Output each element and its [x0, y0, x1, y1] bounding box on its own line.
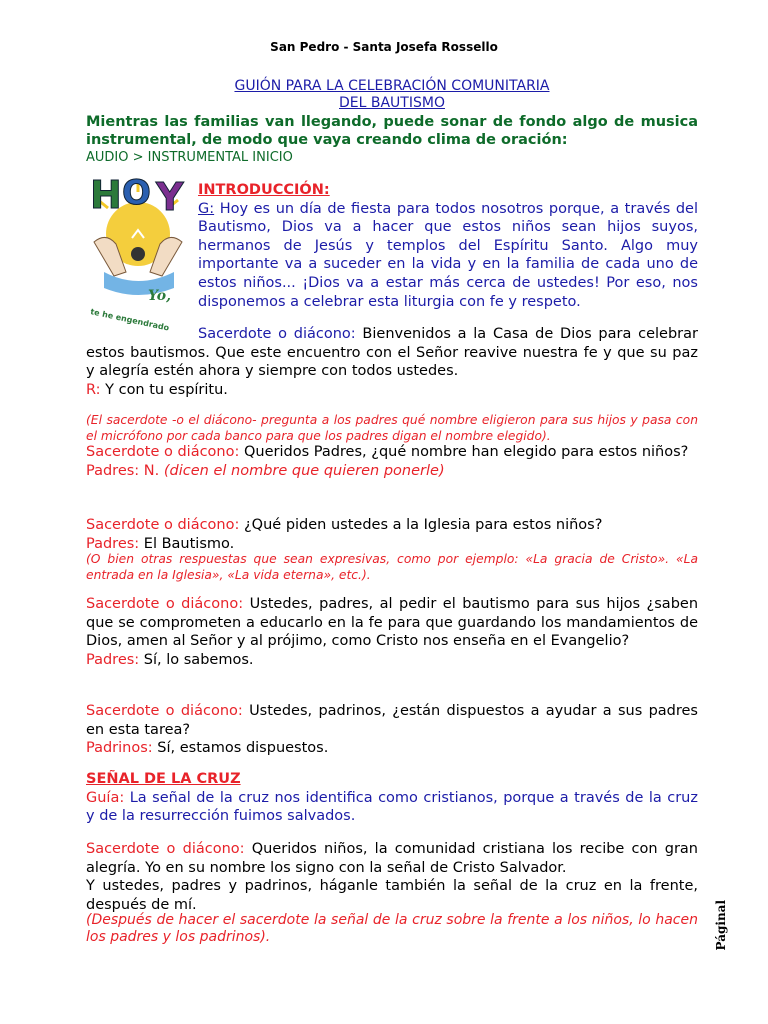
introduction-section [198, 181, 698, 311]
paragraph-text: Queridos Padres, ¿qué nombre han elegido para estos niños? [239, 444, 689, 460]
speaker-label: Sacerdote o diácono: [86, 841, 245, 857]
instruction-note-names: (El sacerdote -o el diácono- pregunta a los padres qué nombre eligieron para sus hijos y pasa con el micrófono por cada banco para que los padres digan el nombre elegido). [86, 413, 698, 443]
paragraph-text: ¿Qué piden ustedes a la Iglesia para estos niños? [239, 517, 603, 533]
response-text: Y con tu espíritu. [100, 381, 228, 398]
svg-text:H: H [90, 173, 122, 217]
intro-speaker: G: [198, 200, 215, 217]
audio-cue: AUDIO > INSTRUMENTAL INICIO [86, 150, 293, 165]
svg-text:Yo,: Yo, [148, 288, 171, 304]
response-note: (dicen el nombre que quieren ponerle) [163, 462, 445, 479]
request-question-paragraph [86, 516, 698, 553]
speaker-label: Sacerdote o diácono: [198, 326, 356, 342]
sign-of-cross-section [86, 770, 698, 826]
response-label: Padres: [86, 535, 140, 552]
hoy-logo-image [86, 172, 194, 333]
svg-text:Y: Y [156, 175, 184, 219]
response-text: El Bautismo. [139, 535, 235, 552]
paragraph-text: Queridos niños, la comunidad cristiana los recibe con gran alegría. Yo en su nombre los signo con la señal de Cristo Salvador. [86, 841, 698, 876]
introduction-heading: INTRODUCCIÓN: [198, 182, 330, 198]
page-number-label: Páginal [714, 900, 728, 951]
paragraph-text: La señal de la cruz nos identifica como cristianos, porque a través de la cruz y de la resurrección fuimos salvados. [86, 789, 698, 825]
names-question-paragraph [86, 443, 698, 480]
sign-of-cross-heading: SEÑAL DE LA CRUZ [86, 771, 241, 787]
response-label: Padrinos: [86, 740, 153, 757]
response-label: Padres: [86, 462, 140, 479]
response-text: Sí, lo sabemos. [139, 651, 254, 668]
paragraph-text: Bienvenidos a la Casa de Dios para celebrar estos bautismos. Que este encuentro con el Señor reavive nuestra fe y que su paz y alegría estén ahora y siempre con todos ustedes. [86, 326, 698, 380]
response-text: Sí, estamos dispuestos. [152, 740, 329, 757]
speaker-label: Sacerdote o diácono: [86, 444, 240, 460]
paragraph-text-continued: Y ustedes, padres y padrinos, háganle también la señal de la cruz en la frente, después de mí. [86, 878, 698, 913]
speaker-label: Sacerdote o diácono: [86, 703, 243, 719]
paragraph-text: Ustedes, padrinos, ¿están dispuestos a ayudar a sus padres en esta tarea? [86, 703, 698, 738]
speaker-label: Guía: [86, 789, 125, 806]
opening-instruction-text: Mientras las familias van llegando, puede sonar de fondo algo de musica instrumental, de modo que vaya creando clima de oración: [86, 114, 698, 148]
title-line-2: DEL BAUTISMO [339, 95, 445, 111]
intro-text: Hoy es un día de fiesta para todos nosotros porque, a través del Bautismo, Dios va a hacer que estos niños sean hijos suyos, hermanos de Jesús y templos del Espíritu Santo. Algo muy importante va a suceder en la vida y en la familia de cada uno de estos niños... ¡Dios va a estar más cerca de ustedes! Por eso, nos disponemos a celebrar esta liturgia con fe y respeto. [198, 200, 698, 310]
paragraph-text: Ustedes, padres, al pedir el bautismo para sus hijos ¿saben que se comprometen a educarlo en la fe para que guardando los mandamientos de Dios, amen al Señor y al prójimo, como Cristo nos enseña en el Evangelio? [86, 596, 699, 650]
speaker-label: Sacerdote o diácono: [86, 517, 240, 533]
svg-text:te he engendrado: te he engendrado [89, 307, 170, 333]
title-line-1: GUIÓN PARA LA CELEBRACIÓN COMUNITARIA [234, 78, 550, 94]
instruction-note-answers: (O bien otras respuestas que sean expresivas, como por ejemplo: «La gracia de Cristo». «La entrada en la Iglesia», «La vida eterna», etc.). [86, 552, 698, 582]
svg-text:O: O [122, 173, 151, 213]
parents-commitment-paragraph [86, 595, 698, 669]
response-text: N. [139, 462, 164, 479]
welcome-paragraph [86, 325, 698, 399]
document-title [86, 78, 698, 112]
response-label: Padres: [86, 651, 140, 668]
signing-paragraph [86, 840, 698, 914]
hoy-logo-icon [86, 172, 194, 333]
instruction-note-signing: (Después de hacer el sacerdote la señal de la cruz sobre la frente a los niños, lo hacen los padres y los padrinos). [86, 912, 698, 945]
response-label: R: [86, 381, 101, 398]
godparents-paragraph [86, 702, 698, 758]
speaker-label: Sacerdote o diácono: [86, 596, 244, 612]
page-header: San Pedro - Santa Josefa Rossello [270, 40, 498, 54]
opening-instruction [86, 113, 698, 167]
